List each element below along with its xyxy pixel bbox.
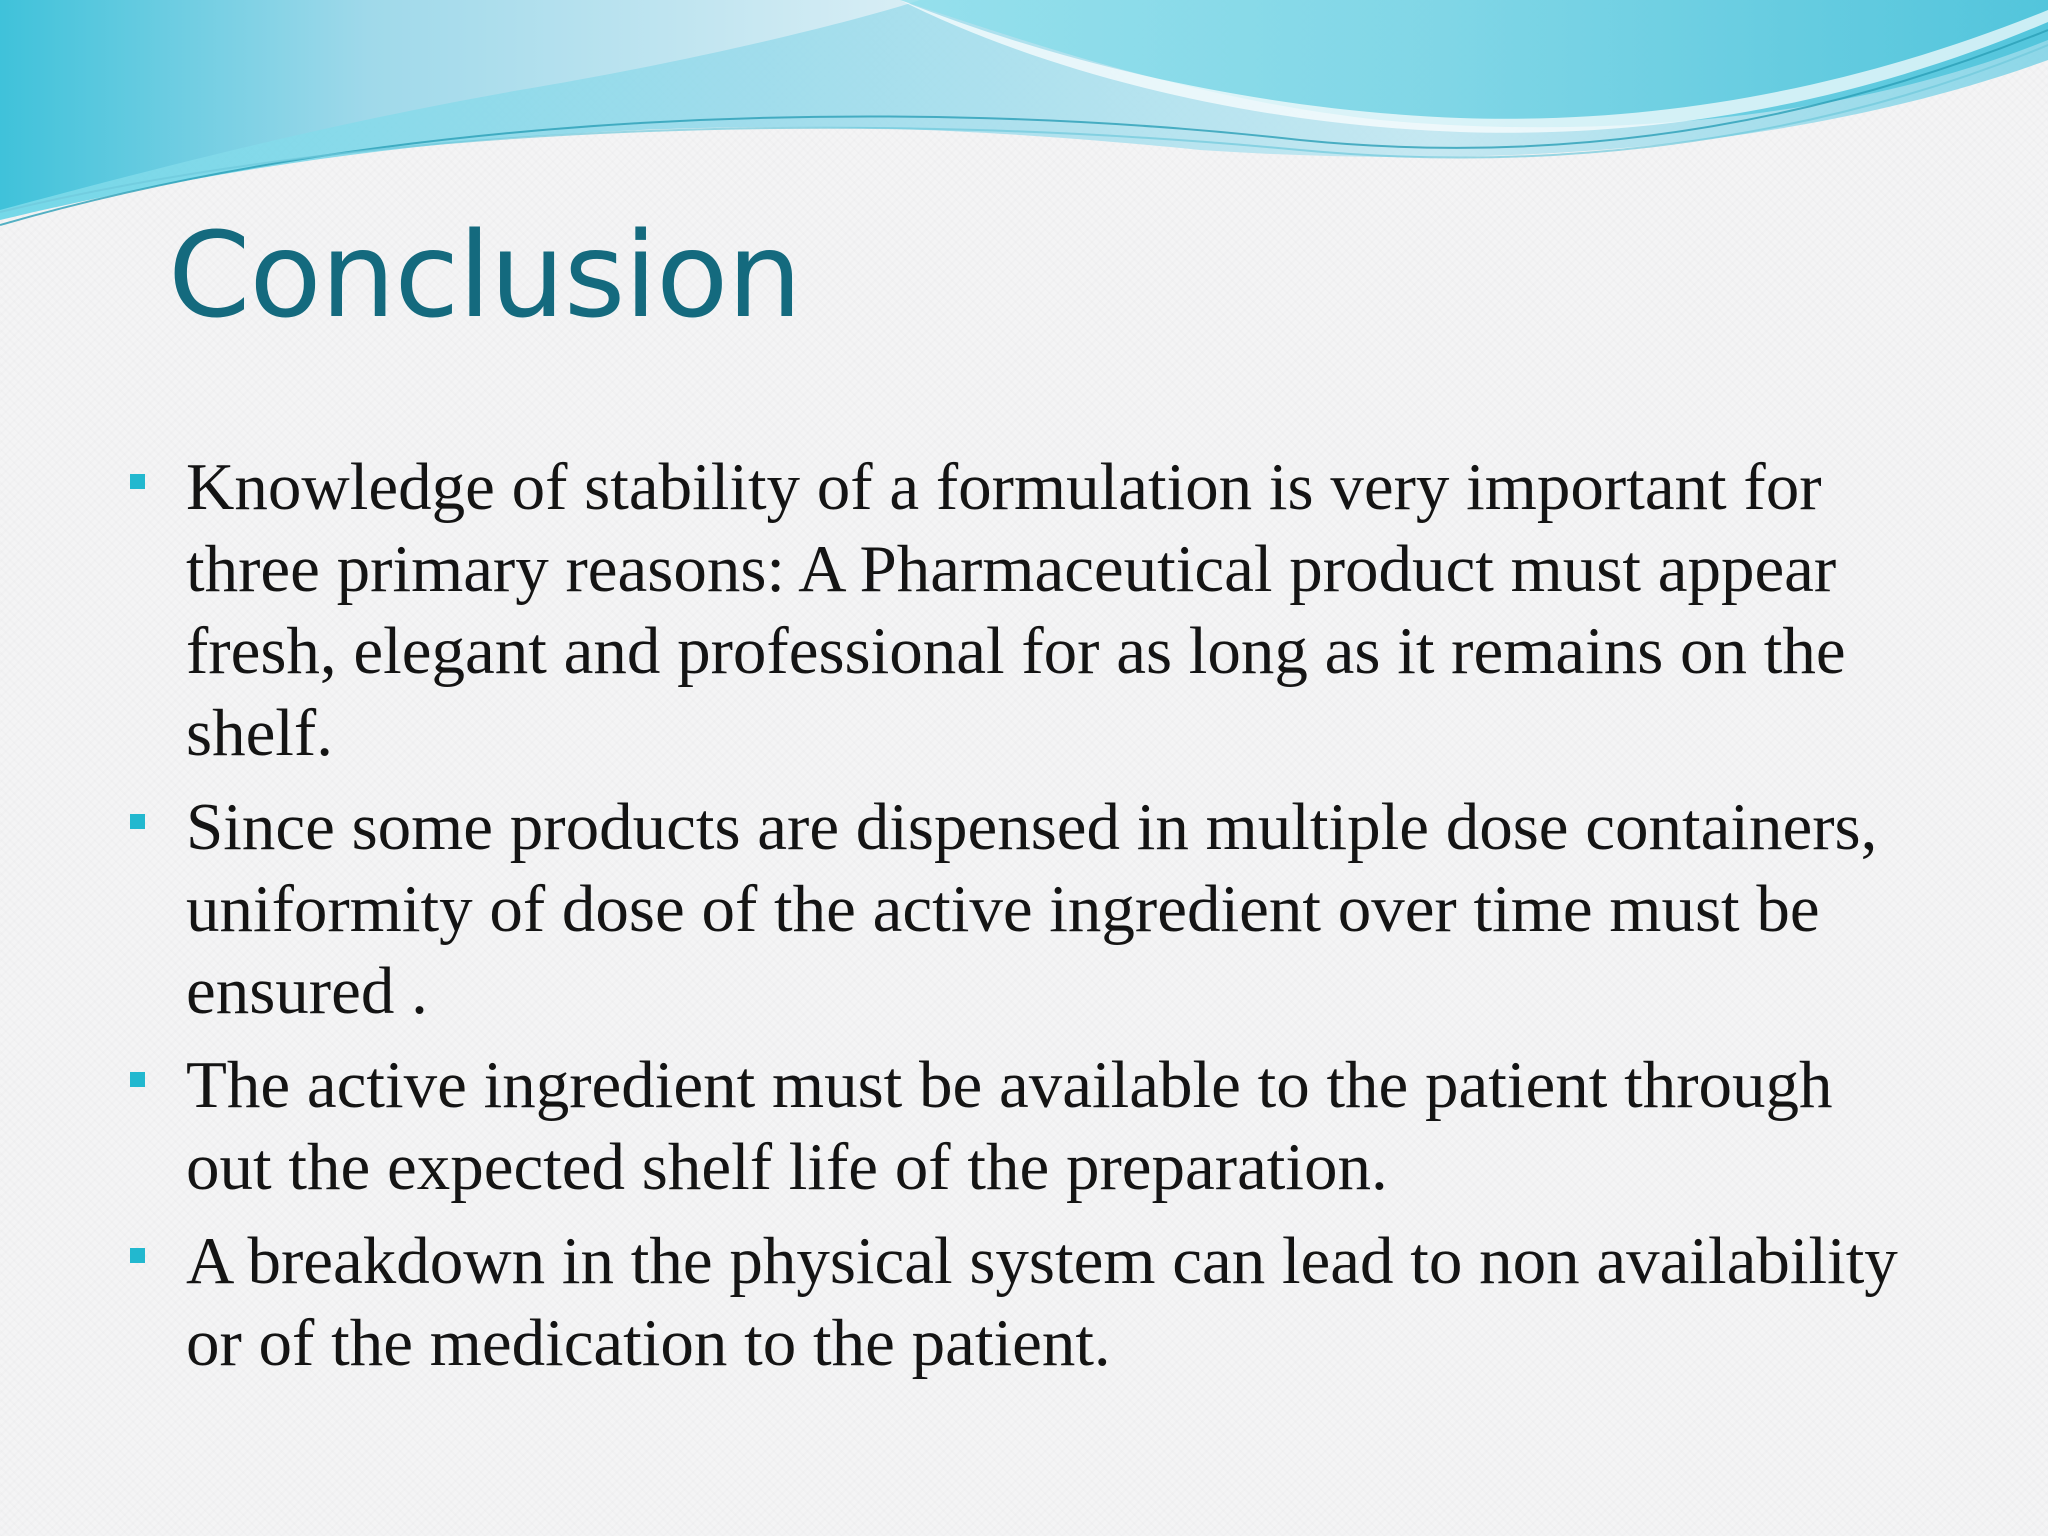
header-wave-decoration — [0, 0, 2048, 240]
bullet-item — [126, 1044, 1916, 1208]
slide-title: Conclusion — [168, 206, 802, 344]
bullet-item — [126, 1220, 1916, 1384]
square-bullet-icon — [130, 1072, 145, 1087]
bullet-item — [126, 446, 1916, 774]
bullet-text: A breakdown in the physical system can lead to non availability or of the medication to the patient. — [186, 1224, 1898, 1380]
bullet-text: Knowledge of stability of a formulation is very important for three primary reasons: A Pharmaceutical product must appear fresh, elegant and professional for as long as it remains on the shelf. — [186, 450, 1846, 770]
bullet-item — [126, 786, 1916, 1032]
bullet-text: The active ingredient must be available to the patient through out the expected shelf life of the preparation. — [186, 1048, 1833, 1204]
square-bullet-icon — [130, 474, 145, 489]
square-bullet-icon — [130, 1248, 145, 1263]
bullet-list — [126, 446, 1916, 1396]
square-bullet-icon — [130, 814, 145, 829]
bullet-text: Since some products are dispensed in multiple dose containers, uniformity of dose of the active ingredient over time must be ensured . — [186, 790, 1878, 1028]
